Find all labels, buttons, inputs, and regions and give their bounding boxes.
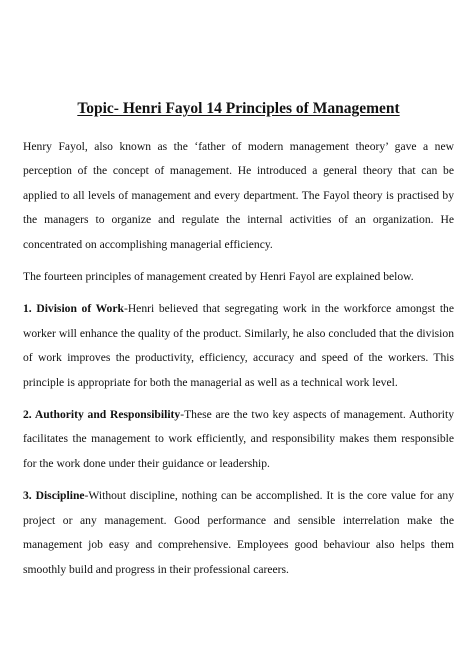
principle-paragraph-2	[23, 403, 454, 476]
principle-heading-1: 1. Division of Work	[23, 302, 124, 316]
principle-paragraph-1	[23, 297, 454, 395]
principle-text-1: -Henri believed that segregating work in the workforce amongst the worker will enhance the quality of the product. Similarly, he also concluded that the division of work improves the productivity, efficiency, accuracy and speed of the workers. This principle is appropriate for both the managerial as well as a technical work level.	[23, 302, 454, 389]
document-title: Topic- Henri Fayol 14 Principles of Management	[77, 100, 400, 117]
intro-paragraph: Henry Fayol, also known as the ‘father of modern management theory’ gave a new perception of the concept of management. He introduced a general theory that can be applied to all levels of management and every department. The Fayol theory is practised by the managers to organize and regulate the internal activities of an organization. He concentrated on accomplishing managerial efficiency.	[23, 140, 454, 251]
principle-heading-3: 3. Discipline	[23, 489, 85, 503]
document-body	[23, 100, 454, 590]
lead-paragraph: The fourteen principles of management created by Henri Fayol are explained below.	[23, 270, 414, 284]
principle-text-3: -Without discipline, nothing can be accomplished. It is the core value for any project or any management. Good performance and sensible interrelation make the management job easy and comprehensive. Employees good behaviour also helps them smoothly build and progress in their professional careers.	[23, 489, 454, 576]
principle-paragraph-3	[23, 484, 454, 582]
principle-text-2: -These are the two key aspects of management. Authority facilitates the management to work efficiently, and responsibility makes them responsible for the work done under their guidance or leadership.	[23, 408, 455, 470]
principle-heading-2: 2. Authority and Responsibility	[23, 408, 181, 422]
